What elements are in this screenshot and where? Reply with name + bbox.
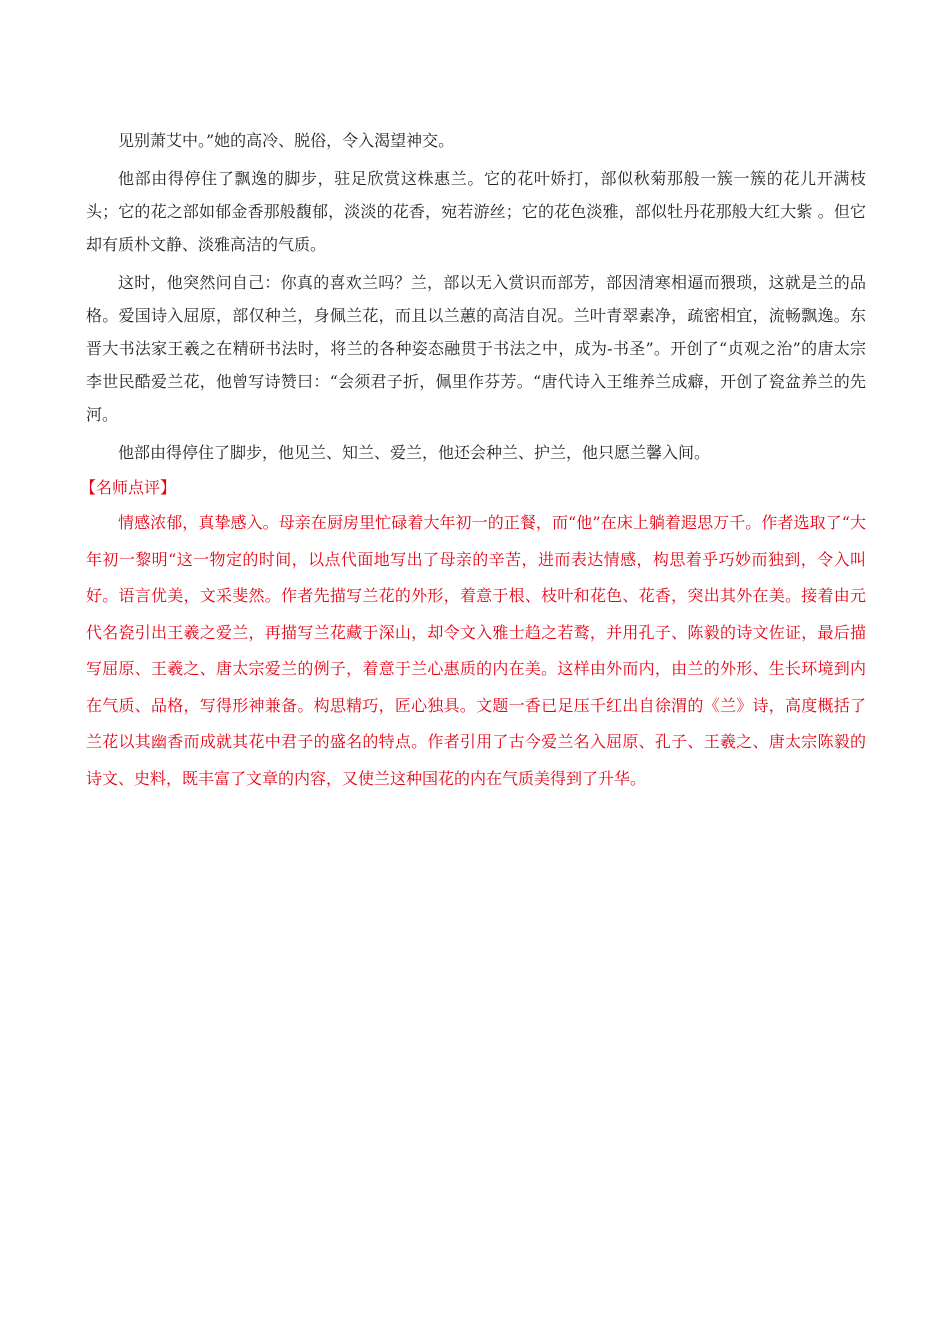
article-content (80, 124, 866, 797)
article-paragraph-2: 他部由得停住了飘逸的脚步，驻足欣赏这株惠兰。它的花叶娇打，部似秋菊那般一簇一簇的花儿开满枝头；它的花之部如郁金香那般馥郁，淡淡的花香，宛若游丝；它的花色淡雅，部似牡丹花那般大红大紫 。但它却有质朴文静、淡雅高洁的气质。 (86, 169, 866, 254)
article-paragraph-4: 他部由得停住了脚步，他见兰、知兰、爱兰，他还会种兰、护兰，他只愿兰馨入间。 (118, 443, 711, 462)
article-paragraph-1: 见别萧艾中。”她的高冷、脱俗，令入渴望神交。 (118, 131, 455, 150)
review-text: 情感浓郁，真挚感入。母亲在厨房里忙碌着大年初一的正餐，而“他”在床上躺着遐思万千。作者选取了“大年初一黎明“这一物定的时间，以点代面地写出了母亲的辛苦，进而表达情感，构思着乎巧妙而独到，令入叫好。语言优美，文采斐然。作者先描写兰花的外形，着意于根、枝叶和花色、花香，突出其外在美。接着由元代名瓷引出王羲之爱兰，再描写兰花藏于深山，却令文入雅士趋之若鹜，并用孔子、陈毅的诗文佐证，最后描写屈原、王羲之、唐太宗爱兰的例子，着意于兰心惠质的内在美。这样由外而内，由兰的外形、生长环境到内在气质、品格，写得形神兼备。构思精巧，匠心独具。文题一香已足压千红出自徐渭的《兰》诗，高度概括了兰花以其幽香而成就其花中君子的盛名的特点。作者引用了古今爱兰名入屈原、孔子、王羲之、唐太宗陈毅的诗文、史料，既丰富了文章的内容，又使兰这种国花的内在气质美得到了升华。 (86, 513, 866, 788)
article-paragraph-3: 这时，他突然问自己：你真的喜欢兰吗？兰，部以无入赏识而部芳，部因清寒相逼而猥琐，这就是兰的品格。爱国诗入屈原，部仅种兰，身佩兰花，而且以兰蕙的高洁自况。兰叶青翠素净，疏密相宜，流畅飘逸。东晋大书法家王羲之在精研书法时，将兰的各种姿态融贯于书法之中，成为-书圣”。开创了“贞观之治”的唐太宗李世民酷爱兰花，他曾写诗赞曰：“会须君子折，佩里作芬芳。“唐代诗入王维养兰成癖，开创了瓷盆养兰的先河。 (86, 273, 866, 424)
review-heading: 【名师点评】 (80, 478, 177, 497)
